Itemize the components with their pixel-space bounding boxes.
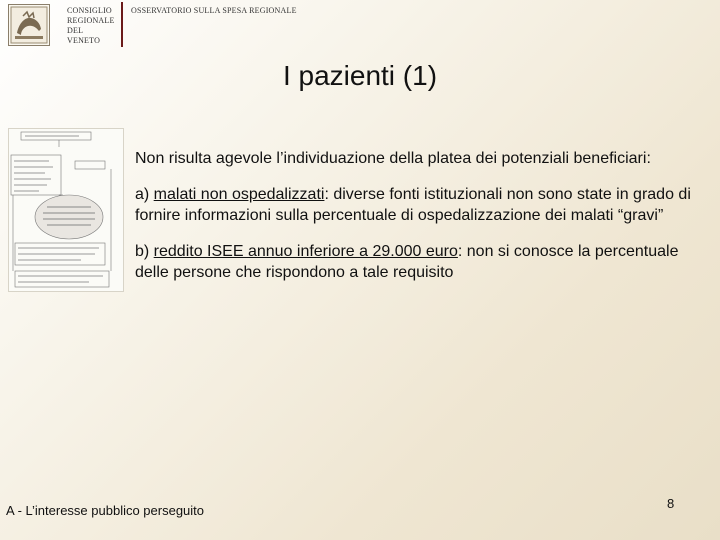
observatory-label: OSSERVATORIO SULLA SPESA REGIONALE — [131, 6, 297, 15]
item-b-keyword: reddito ISEE annuo inferiore a 29.000 euro — [153, 243, 458, 260]
flowchart-thumbnail — [8, 128, 124, 292]
item-b-text: : non si conosce la percentuale delle persone che rispondono a tale requisito — [135, 243, 679, 281]
council-line: REGIONALE — [67, 16, 115, 25]
item-a-text: : diverse fonti istituzionali non sono state in grado di fornire informazioni sulla percentuale di ospedalizzazione dei malati “gravi” — [135, 186, 691, 224]
regional-council-logo — [8, 4, 50, 46]
page-number: 8 — [667, 496, 675, 511]
slide-title: I pazienti (1) — [282, 60, 438, 91]
intro-paragraph: Non risulta agevole l’individuazione della platea dei potenziali beneficiari: — [135, 150, 651, 167]
item-a-prefix: a) — [135, 186, 154, 203]
council-line: DEL — [67, 26, 84, 35]
item-a-keyword: malati non ospedalizzati — [153, 186, 325, 203]
council-line: VENETO — [67, 36, 101, 45]
footer-section-label: A - L’interesse pubblico perseguito — [6, 503, 205, 518]
item-a-paragraph — [135, 184, 695, 226]
slide-body — [135, 148, 695, 298]
council-name — [67, 6, 119, 46]
item-b-paragraph — [135, 241, 695, 283]
council-line: CONSIGLIO — [67, 6, 112, 15]
header-divider — [121, 2, 123, 47]
item-b-prefix: b) — [135, 243, 154, 260]
